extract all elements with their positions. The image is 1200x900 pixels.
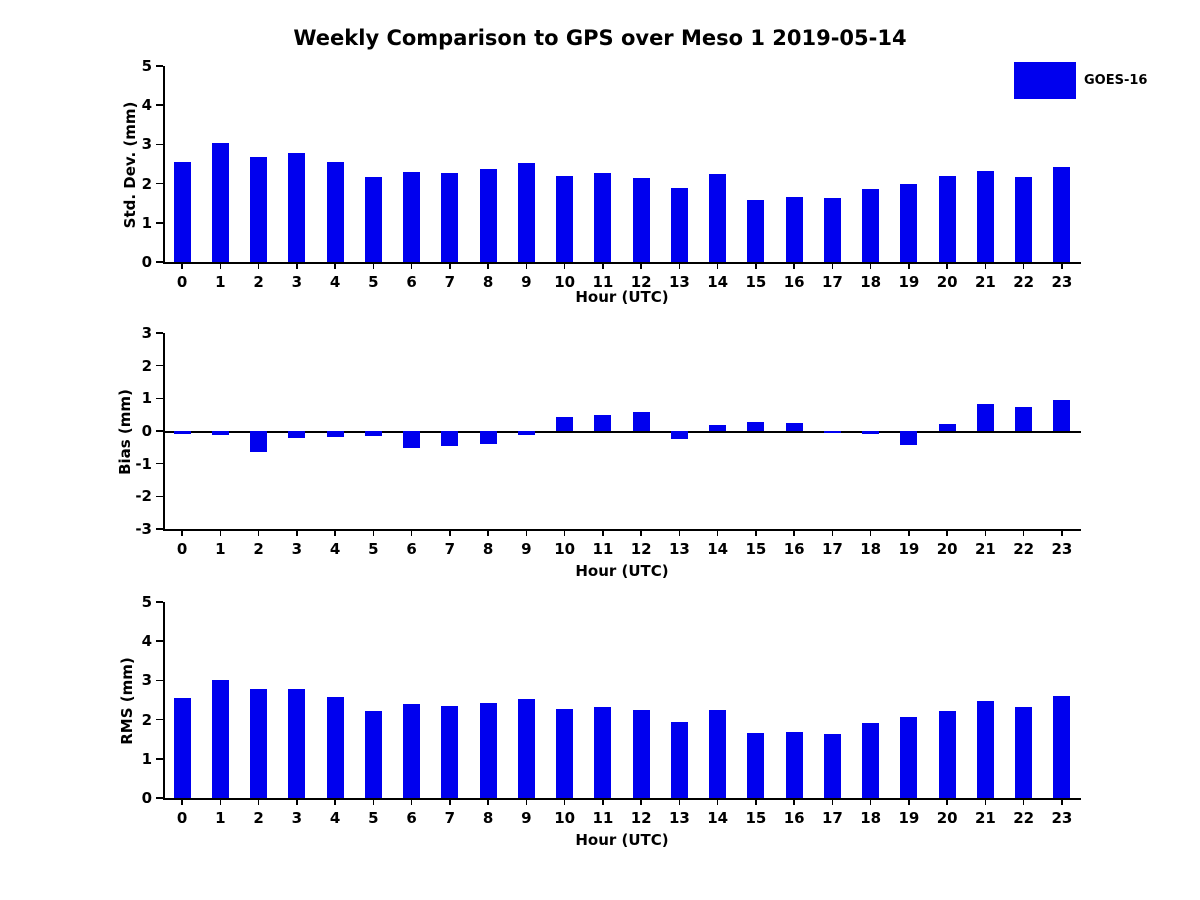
bar <box>556 709 573 798</box>
x-tick <box>602 798 604 805</box>
x-axis-title-panel2: Hour (UTC) <box>575 562 669 580</box>
bar <box>594 415 611 431</box>
x-tick-label: 23 <box>1051 540 1073 558</box>
x-tick-label: 19 <box>898 273 920 291</box>
y-tick <box>156 430 163 432</box>
y-tick <box>156 144 163 146</box>
y-tick <box>156 183 163 185</box>
x-tick <box>602 529 604 536</box>
x-tick-label: 19 <box>898 540 920 558</box>
x-tick-label: 13 <box>668 540 690 558</box>
bar <box>518 699 535 798</box>
y-axis-line <box>163 66 165 262</box>
x-tick <box>1023 262 1025 269</box>
y-tick <box>156 528 163 530</box>
x-tick-label: 2 <box>253 273 264 291</box>
bar <box>403 431 420 448</box>
x-tick <box>908 262 910 269</box>
bar <box>365 177 382 262</box>
x-axis-line <box>163 798 1081 800</box>
y-tick <box>156 640 163 642</box>
bar <box>900 184 917 262</box>
x-tick <box>411 262 413 269</box>
x-axis-title-panel1: Hour (UTC) <box>575 288 669 306</box>
bar <box>1015 707 1032 798</box>
y-tick <box>156 365 163 367</box>
bar <box>441 431 458 446</box>
bar <box>288 153 305 262</box>
x-tick <box>755 262 757 269</box>
bar <box>365 431 382 436</box>
x-tick <box>373 529 375 536</box>
y-tick-label: 3 <box>141 135 152 154</box>
x-tick <box>526 529 528 536</box>
bar <box>594 707 611 798</box>
bar <box>480 703 497 798</box>
bar <box>633 412 650 431</box>
x-tick <box>602 262 604 269</box>
bar <box>480 431 497 444</box>
x-tick <box>640 529 642 536</box>
bar <box>1015 177 1032 262</box>
bar <box>288 431 305 438</box>
y-tick-label: 1 <box>141 213 152 232</box>
x-tick-label: 14 <box>707 540 729 558</box>
x-axis-line <box>163 529 1081 531</box>
y-tick-label: 0 <box>141 789 152 807</box>
x-tick-label: 14 <box>707 273 729 291</box>
x-tick-label: 23 <box>1051 809 1073 827</box>
bar <box>862 189 879 262</box>
y-tick <box>156 398 163 400</box>
x-tick-label: 18 <box>860 540 882 558</box>
x-tick <box>985 262 987 269</box>
x-axis-line <box>163 262 1081 264</box>
x-tick <box>334 529 336 536</box>
bar <box>747 200 764 262</box>
x-tick-label: 17 <box>821 540 843 558</box>
x-axis-title-panel3: Hour (UTC) <box>575 831 669 849</box>
x-tick-label: 16 <box>783 809 805 827</box>
plot-area-std-dev <box>141 57 1081 291</box>
x-tick <box>870 529 872 536</box>
bar <box>977 404 994 431</box>
bar <box>594 173 611 262</box>
bar <box>862 723 879 798</box>
bar <box>709 710 726 798</box>
x-tick-label: 6 <box>406 540 417 558</box>
y-tick-label: 4 <box>141 96 152 115</box>
x-tick <box>181 529 183 536</box>
x-tick <box>296 262 298 269</box>
x-tick-label: 0 <box>176 809 188 827</box>
x-tick <box>985 529 987 536</box>
bar <box>977 701 994 798</box>
x-tick-label: 3 <box>291 273 303 291</box>
bar <box>939 424 956 431</box>
bar <box>174 698 191 798</box>
x-tick <box>411 529 413 536</box>
x-tick <box>487 262 489 269</box>
x-tick <box>373 262 375 269</box>
x-tick <box>908 529 910 536</box>
x-tick <box>1061 529 1063 536</box>
bar <box>977 171 994 262</box>
bar <box>709 425 726 431</box>
bar <box>671 188 688 262</box>
x-tick-label: 10 <box>554 273 576 291</box>
x-tick-label: 20 <box>936 540 958 558</box>
x-tick-label: 13 <box>668 809 690 827</box>
x-tick-label: 15 <box>745 809 767 827</box>
x-tick-label: 3 <box>291 540 303 558</box>
chart-panel-bias <box>135 324 1081 558</box>
x-tick <box>334 798 336 805</box>
bar <box>518 431 535 435</box>
x-tick <box>526 798 528 805</box>
bar <box>900 717 917 798</box>
legend-label-goes16: GOES-16 <box>1084 73 1148 88</box>
plot-area-rms <box>141 593 1081 827</box>
y-tick-label: 2 <box>141 174 152 193</box>
x-tick <box>181 262 183 269</box>
page-title: Weekly Comparison to GPS over Meso 1 2019-05-14 <box>293 26 907 50</box>
x-tick-label: 16 <box>783 273 805 291</box>
x-tick-label: 17 <box>821 273 843 291</box>
bar <box>556 176 573 262</box>
y-axis-title-std-dev: Std. Dev. (mm) <box>121 101 139 229</box>
x-tick-label: 21 <box>974 273 996 291</box>
x-tick <box>373 798 375 805</box>
x-tick <box>985 798 987 805</box>
x-tick <box>564 798 566 805</box>
bar <box>709 174 726 262</box>
x-tick-label: 5 <box>368 273 379 291</box>
y-tick <box>156 332 163 334</box>
bar <box>327 697 344 798</box>
x-tick-label: 18 <box>860 273 882 291</box>
x-tick <box>258 798 260 805</box>
y-tick-label: 2 <box>141 356 152 375</box>
x-tick <box>296 798 298 805</box>
x-tick <box>1061 798 1063 805</box>
x-tick <box>946 798 948 805</box>
x-tick-label: 2 <box>253 809 264 827</box>
x-tick-label: 22 <box>1013 273 1035 291</box>
y-tick-label: 5 <box>141 593 152 611</box>
y-tick-label: 0 <box>141 422 152 440</box>
x-tick <box>793 798 795 805</box>
x-tick-label: 6 <box>406 273 417 291</box>
y-tick <box>156 719 163 721</box>
bar <box>633 710 650 798</box>
y-tick <box>156 496 163 498</box>
x-tick-label: 4 <box>329 273 341 291</box>
bar <box>518 163 535 262</box>
x-tick-label: 12 <box>630 273 652 291</box>
x-tick <box>946 262 948 269</box>
x-tick <box>564 529 566 536</box>
x-tick <box>870 798 872 805</box>
x-tick <box>717 798 719 805</box>
x-tick <box>1023 798 1025 805</box>
x-tick-label: 17 <box>821 809 843 827</box>
x-tick <box>717 262 719 269</box>
x-tick <box>449 529 451 536</box>
bar <box>862 431 879 434</box>
bar <box>671 431 688 439</box>
x-tick-label: 19 <box>898 809 920 827</box>
x-tick-label: 5 <box>368 809 379 827</box>
bar <box>824 734 841 798</box>
bar <box>633 178 650 262</box>
x-tick <box>640 798 642 805</box>
bar <box>1053 696 1070 798</box>
x-tick <box>870 262 872 269</box>
bar <box>212 431 229 435</box>
x-tick <box>679 262 681 269</box>
x-tick-label: 15 <box>745 273 767 291</box>
y-tick <box>156 261 163 263</box>
x-tick-label: 12 <box>630 809 652 827</box>
x-tick-label: 12 <box>630 540 652 558</box>
y-tick <box>156 797 163 799</box>
x-tick <box>411 798 413 805</box>
bar <box>900 431 917 445</box>
x-tick-label: 8 <box>482 809 494 827</box>
y-tick <box>156 222 163 224</box>
x-tick-label: 10 <box>554 809 576 827</box>
x-tick-label: 5 <box>368 540 379 558</box>
x-tick-label: 21 <box>974 809 996 827</box>
bar <box>747 422 764 431</box>
x-tick <box>1061 262 1063 269</box>
x-tick <box>679 798 681 805</box>
y-tick <box>156 104 163 106</box>
y-tick-label: 1 <box>141 749 152 768</box>
x-tick <box>1023 529 1025 536</box>
chart-panel-std-dev <box>141 57 1081 291</box>
bar <box>327 431 344 437</box>
x-tick-label: 9 <box>521 273 532 291</box>
bar <box>824 431 841 433</box>
x-tick <box>449 798 451 805</box>
bar <box>786 197 803 262</box>
x-tick-label: 9 <box>521 540 532 558</box>
x-tick-label: 15 <box>745 540 767 558</box>
x-tick <box>832 529 834 536</box>
y-tick <box>156 65 163 67</box>
y-tick-label: -3 <box>135 520 152 538</box>
bar <box>786 423 803 431</box>
x-tick <box>908 798 910 805</box>
x-tick <box>487 798 489 805</box>
bar <box>441 173 458 262</box>
bar <box>250 157 267 262</box>
y-tick <box>156 463 163 465</box>
x-tick-label: 6 <box>406 809 417 827</box>
x-tick-label: 1 <box>215 809 226 827</box>
bar <box>212 680 229 798</box>
x-tick-label: 0 <box>176 540 188 558</box>
bar <box>939 176 956 262</box>
bar <box>212 143 229 262</box>
x-tick-label: 22 <box>1013 540 1035 558</box>
x-tick-label: 8 <box>482 540 494 558</box>
x-tick <box>449 262 451 269</box>
x-tick-label: 4 <box>329 540 341 558</box>
x-tick <box>334 262 336 269</box>
bar <box>403 704 420 798</box>
x-tick-label: 2 <box>253 540 264 558</box>
x-tick-label: 9 <box>521 809 532 827</box>
x-tick <box>793 529 795 536</box>
x-tick-label: 11 <box>592 273 614 291</box>
x-tick-label: 16 <box>783 540 805 558</box>
x-tick <box>717 529 719 536</box>
x-tick-label: 10 <box>554 540 576 558</box>
bar <box>365 711 382 798</box>
y-tick-label: -2 <box>135 487 152 506</box>
x-tick <box>793 262 795 269</box>
x-tick-label: 11 <box>592 540 614 558</box>
bar <box>480 169 497 262</box>
bar <box>1053 167 1070 262</box>
x-tick <box>258 529 260 536</box>
y-axis-line <box>163 602 165 798</box>
bar <box>403 172 420 262</box>
x-tick <box>755 798 757 805</box>
x-tick <box>220 262 222 269</box>
y-tick-label: 5 <box>141 57 152 75</box>
bar <box>1015 407 1032 432</box>
x-tick-label: 21 <box>974 540 996 558</box>
y-tick <box>156 758 163 760</box>
x-tick-label: 13 <box>668 273 690 291</box>
x-tick-label: 4 <box>329 809 341 827</box>
x-tick-label: 23 <box>1051 273 1073 291</box>
y-tick-label: 4 <box>141 632 152 651</box>
x-tick <box>832 262 834 269</box>
x-tick <box>296 529 298 536</box>
y-tick-label: 3 <box>141 671 152 690</box>
x-tick <box>220 798 222 805</box>
x-tick <box>181 798 183 805</box>
x-tick-label: 11 <box>592 809 614 827</box>
x-tick-label: 1 <box>215 273 226 291</box>
bar <box>288 689 305 798</box>
x-tick-label: 20 <box>936 273 958 291</box>
chart-panel-rms <box>141 593 1081 827</box>
bar <box>556 417 573 431</box>
plot-area-bias <box>135 324 1081 558</box>
bar <box>250 689 267 798</box>
bar <box>824 198 841 262</box>
y-tick-label: -1 <box>135 454 152 473</box>
y-axis-title-bias: Bias (mm) <box>116 389 134 475</box>
y-tick-label: 0 <box>141 253 152 271</box>
y-tick-label: 3 <box>141 324 152 342</box>
x-tick <box>487 529 489 536</box>
y-tick <box>156 680 163 682</box>
bar <box>747 733 764 798</box>
x-tick <box>564 262 566 269</box>
y-tick-label: 1 <box>141 389 152 408</box>
bar <box>174 431 191 434</box>
bar <box>671 722 688 798</box>
x-tick-label: 7 <box>444 273 456 291</box>
bar <box>1053 400 1070 431</box>
x-tick <box>832 798 834 805</box>
bar <box>939 711 956 798</box>
x-tick-label: 1 <box>215 540 226 558</box>
bar <box>174 162 191 262</box>
x-tick <box>679 529 681 536</box>
x-tick-label: 0 <box>176 273 188 291</box>
x-tick <box>640 262 642 269</box>
x-tick-label: 14 <box>707 809 729 827</box>
bar <box>327 162 344 262</box>
bar <box>786 732 803 798</box>
x-tick <box>526 262 528 269</box>
y-tick-label: 2 <box>141 710 152 729</box>
x-tick-label: 3 <box>291 809 303 827</box>
x-tick-label: 7 <box>444 809 456 827</box>
x-tick <box>755 529 757 536</box>
x-tick-label: 20 <box>936 809 958 827</box>
x-tick <box>220 529 222 536</box>
y-axis-title-rms: RMS (mm) <box>118 657 136 745</box>
x-tick <box>258 262 260 269</box>
y-tick <box>156 601 163 603</box>
x-tick-label: 18 <box>860 809 882 827</box>
x-tick-label: 7 <box>444 540 456 558</box>
x-tick-label: 22 <box>1013 809 1035 827</box>
bar <box>250 431 267 452</box>
x-tick <box>946 529 948 536</box>
bar <box>441 706 458 798</box>
x-tick-label: 8 <box>482 273 494 291</box>
